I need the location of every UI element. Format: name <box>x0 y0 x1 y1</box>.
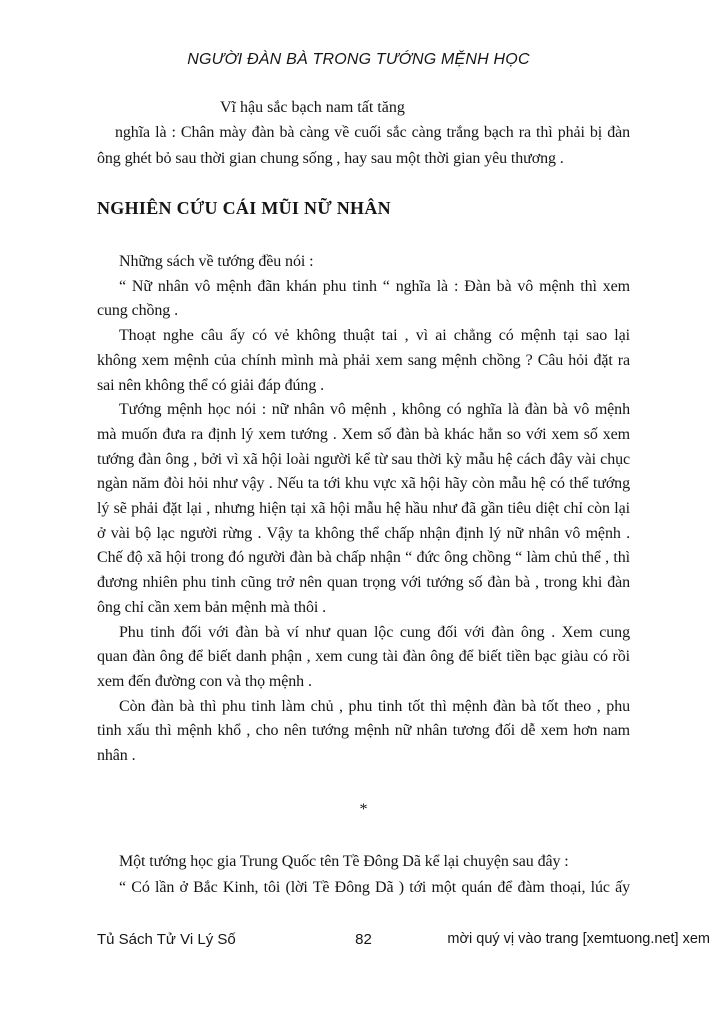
verse-line: Vĩ hậu sắc bạch nam tất tăng <box>220 99 405 116</box>
text-line: Một tướng học gia Trung Quốc tên Tề Đông Dã kể lại chuyện sau đây : <box>119 853 569 870</box>
text-line: quan đàn ông để biết danh phận , xem cung tài đàn ông để biết tiền bạc giàu có rồi <box>97 648 630 666</box>
verse-meaning-paragraph <box>97 120 630 172</box>
text-line: nhân . <box>97 747 136 765</box>
story-paragraphs <box>97 849 630 900</box>
text-line: lý sẽ phải đặt lại , nhưng hiện tại xã hội mẫu hệ hầu như đã gần tiêu diệt chỉ còn lại <box>97 500 630 518</box>
page-number: 82 <box>355 931 372 948</box>
text-line: sai nên không thể có giải đáp đúng . <box>97 376 325 394</box>
paragraph <box>97 250 630 275</box>
body-paragraphs <box>97 250 630 769</box>
running-header: NGƯỜI ĐÀN BÀ TRONG TƯỚNG MỆNH HỌC <box>187 51 530 68</box>
text-line: Chế độ xã hội trong đó người đàn bà chấp nhận “ đức ông chồng “ làm chủ thể , thì <box>97 549 630 567</box>
text-line: xem đến đường con và thọ mệnh . <box>97 672 312 690</box>
text-line: “ Có lần ở Bắc Kinh, tôi (lời Tề Đông Dã ) tới một quán để đàm thoại, lúc ấy <box>119 878 630 896</box>
paragraph <box>97 398 630 620</box>
section-separator-star: * <box>359 801 368 818</box>
section-heading: NGHIÊN CỨU CÁI MŨI NỮ NHÂN <box>97 198 391 218</box>
text-line: tướng đàn ông , bởi vì xã hội loài người kể từ sau thời kỳ mẫu hệ cách đây vài chục <box>97 450 630 468</box>
text-line: không xem mệnh của chính mình mà phải xem sang mệnh chồng ? Câu hỏi đặt ra <box>97 351 630 369</box>
text-line: Những sách về tướng đều nói : <box>119 253 314 270</box>
text-line: ông ghét bỏ sau thời gian chung sống , hay sau một thời gian yêu thương . <box>97 150 564 167</box>
page-footer <box>0 930 717 950</box>
paragraph <box>97 875 630 901</box>
text-line: ông chỉ cần xem bản mệnh mà thôi . <box>97 598 326 616</box>
text-line: “ Nữ nhân vô mệnh đãn khán phu tinh “ nghĩa là : Đàn bà vô mệnh thì xem <box>119 277 630 295</box>
text-line: ngàn năm đòi hỏi như vậy . Nếu ta tới khu vực xã hội hãy còn mẫu hệ có thể tướng <box>97 475 630 493</box>
text-line: Còn đàn bà thì phu tinh làm chủ , phu tinh tốt thì mệnh đàn bà tốt theo , phu <box>119 697 630 715</box>
paragraph <box>97 621 630 695</box>
text-line: tinh xấu thì mệnh khổ , cho nên tướng mệnh nữ nhân tương đối dễ xem hơn nam <box>97 722 630 740</box>
paragraph <box>97 849 630 875</box>
footer-site-note: mời quý vị vào trang [xemtuong.net] xem <box>447 931 710 947</box>
text-line: đương nhiên phu tinh cũng trở nên quan trọng với tướng số đàn bà , trong khi đàn <box>97 574 630 592</box>
text-line: nghĩa là : Chân mày đàn bà càng về cuối sắc càng trắng bạch ra thì phải bị đàn <box>115 124 630 141</box>
paragraph <box>97 324 630 398</box>
text-line: Tướng mệnh học nói : nữ nhân vô mệnh , không có nghĩa là đàn bà vô mệnh <box>119 401 630 419</box>
text-line: Phu tinh đối với đàn bà ví như quan lộc cung đối với đàn ông . Xem cung <box>119 623 630 641</box>
text-line: cung chồng . <box>97 302 179 320</box>
paragraph <box>97 695 630 769</box>
paragraph <box>97 275 630 324</box>
text-line: mà muốn đưa ra định lý xem tướng . Xem số đàn bà khác hẳn so với xem số xem <box>97 425 630 443</box>
text-line: ở vài bộ lạc người rừng . Vậy ta không thể chấp nhận định lý nữ nhân vô mệnh . <box>97 524 630 542</box>
text-line: Thoạt nghe câu ấy có vẻ không thuật tai , vì ai chẳng có mệnh tại sao lại <box>119 327 630 345</box>
footer-series-title: Tủ Sách Tử Vi Lý Số <box>97 931 236 948</box>
